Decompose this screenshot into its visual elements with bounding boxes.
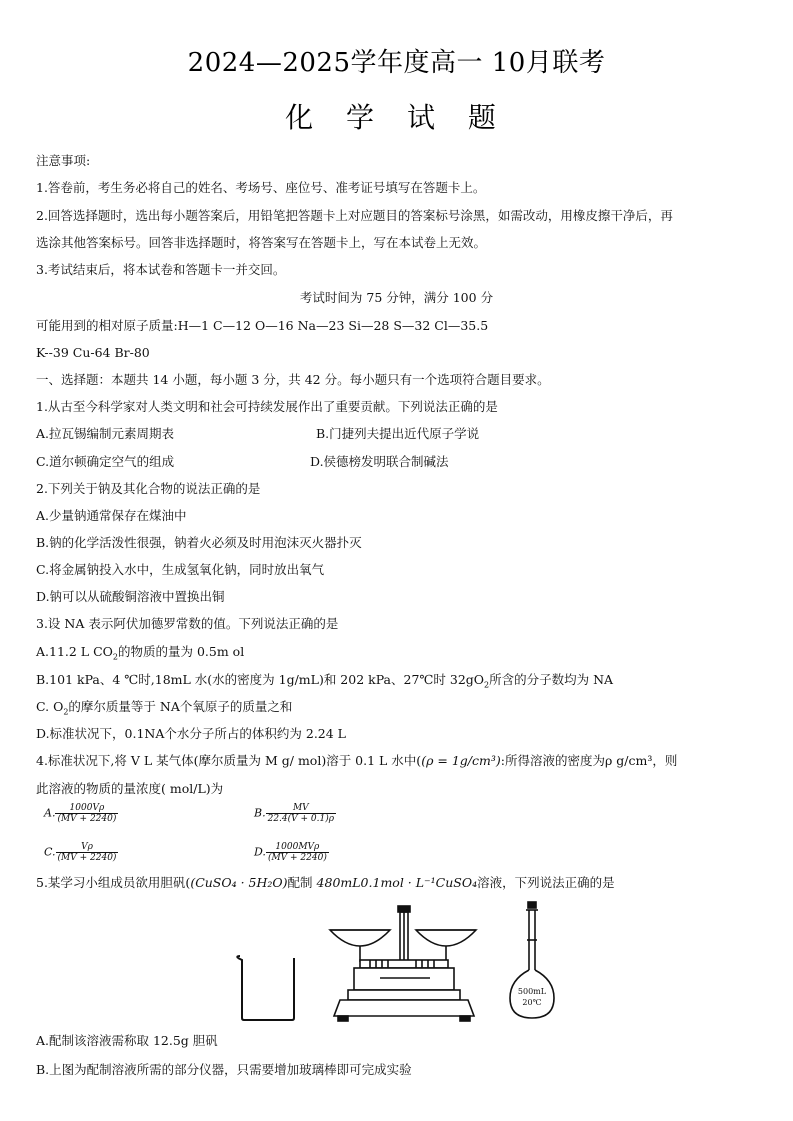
q2-option-d: D.钠可以从硫酸铜溶液中置换出铜 xyxy=(36,589,225,604)
balance-icon xyxy=(330,906,476,1021)
volumetric-flask-icon xyxy=(510,902,554,1018)
q1-option-b: B.门捷列夫提出近代原子学说 xyxy=(316,426,480,441)
q3-option-b: B.101 kPa、4 ℃时,18mL 水(水的密度为 1g/mL)和 202 kPa、27℃时 $32gO_2$所含的分子数均为 NA xyxy=(36,672,614,690)
subject-title: 化 学 试 题 xyxy=(285,101,508,134)
notes-item-1: 1.答卷前，考生务必将自己的姓名、考场号、座位号、准考证号填写在答题卡上。 xyxy=(36,180,486,195)
flask-volume-label: 500mL xyxy=(517,987,547,996)
q3-option-d: D.标准状况下，0.1NA个水分子所占的体积约为 2.24 L xyxy=(36,726,346,741)
q1-option-c: C.道尔顿确定空气的组成 xyxy=(36,454,175,469)
q4-option-a: A. $\frac{1000V\rho}{(MV + 2240)}$ xyxy=(44,803,117,824)
q2-option-a: A.少量钠通常保存在煤油中 xyxy=(36,508,187,523)
flask-temperature-label: 20℃ xyxy=(522,998,542,1007)
q4-option-b: B. $\frac{MV}{22.4(V + 0.1)\rho}$ xyxy=(254,803,335,824)
q4-option-d: D. $\frac{\text{1000MVρ}}{(MV + 2240)}$ xyxy=(254,842,327,863)
q1-stem: 1.从古至今科学家对人类文明和社会可持续发展作出了重要贡献。下列说法正确的是 xyxy=(36,399,498,414)
apparatus-figure xyxy=(230,900,570,1025)
q3-stem: 3.设 NA 表示阿伏加德罗常数的值。下列说法正确的是 xyxy=(36,616,339,631)
q2-option-c: C.将金属钠投入水中，生成氢氧化钠，同时放出氧气 xyxy=(36,562,325,577)
section-heading: 一、选择题：本题共 14 小题，每小题 3 分，共 42 分。每小题只有一个选项符合题目要求。 xyxy=(36,372,550,387)
notes-item-3: 3.考试结束后，将本试卷和答题卡一并交回。 xyxy=(36,262,286,277)
q2-stem: 2.下列关于钠及其化合物的说法正确的是 xyxy=(36,481,261,496)
q1-option-d: D.侯德榜发明联合制碱法 xyxy=(310,454,449,469)
q3-option-c: C. $O_2$的摩尔质量等于 NA个氧原子的质量之和 xyxy=(36,699,293,717)
atomic-masses-1: 可能用到的相对原子质量:H—1 C—12 O—16 Na—23 Si—28 S—32 Cl—35.5 xyxy=(36,318,489,333)
q2-option-b: B.钠的化学活泼性很强，钠着火必须及时用泡沫灭火器扑灭 xyxy=(36,535,362,550)
q3-option-a: A.11.2 L $CO_2$的物质的量为 0.5m ol xyxy=(36,644,245,662)
exam-title: 2024—2025学年度高一 10月联考 xyxy=(187,48,606,78)
q4-stem-line1: 4.标准状况下,将 V L 某气体(摩尔质量为 M g/ mol)溶于 0.1 L 水中((ρ = 1g/cm³):所得溶液的密度为ρ g/cm³，则 xyxy=(36,753,678,768)
notes-item-2b: 选涂其他答案标号。回答非选择题时，将答案写在答题卡上，写在本试卷上无效。 xyxy=(36,235,487,250)
beaker-icon xyxy=(237,956,294,1020)
q5-stem: 5.某学习小组成员欲用胆矾((CuSO₄ · 5H₂O)配制 480mL0.1mol · L⁻¹CuSO₄溶液，下列说法正确的是 xyxy=(36,875,615,890)
atomic-masses-2: K--39 Cu-64 Br-80 xyxy=(36,345,150,360)
notes-heading: 注意事项: xyxy=(36,153,91,168)
q4-stem-line2: 此溶液的物质的量浓度( mol/L)为 xyxy=(36,781,224,796)
q1-option-a: A.拉瓦锡编制元素周期表 xyxy=(36,426,175,441)
q5-option-a: A.配制该溶液需称取 12.5g 胆矾 xyxy=(36,1033,218,1048)
exam-time: 考试时间为 75 分钟，满分 100 分 xyxy=(299,290,494,305)
q5-option-b: B.上图为配制溶液所需的部分仪器，只需要增加玻璃棒即可完成实验 xyxy=(36,1062,412,1077)
notes-item-2a: 2.回答选择题时，选出每小题答案后，用铅笔把答题卡上对应题目的答案标号涂黑，如需改动，用橡皮擦干净后，再 xyxy=(36,208,673,223)
q4-option-c: C. $\frac{V\rho}{(MV + 2240)}$ xyxy=(44,842,117,863)
